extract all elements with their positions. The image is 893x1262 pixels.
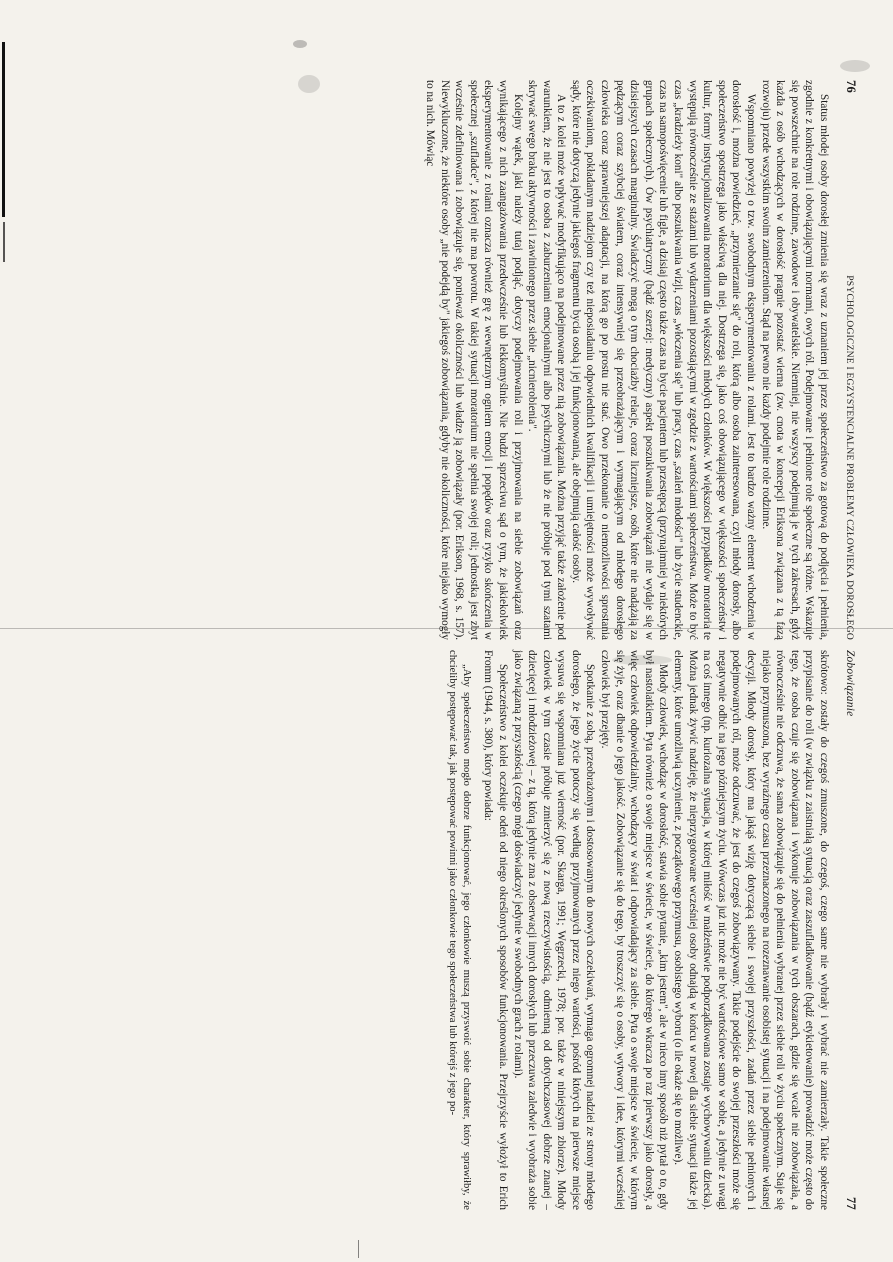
paragraph: skrótowo: zostały do czegoś zmuszone, do czegoś, czego same nie wybrały i wybrać nie zamierzały. Takie społeczne przypisanie do roli (w związku z zaistniałą sytuacją oraz zaszufladkowanie (bądź etykietowanie) prowadzić może często do tego, że osoba czuje się zobowiązana i wykonuje zobowiązania w tych obszarach, gdzie się wcale nie zobowiązała, a równocześnie nie odczuwa, że sama zobowiązuje się do pełnienia wybranej przez siebie roli w życiu społecznym. Staje się niejako przymuszona, bez wyraźnego czasu przeznaczonego na rozeznawanie osobistej sytuacji i na podejmowanie własnej decyzji. Młody dorosły, który ma jakąś wizję dotyczącą siebie i swojej przyszłości, zadań przez siebie pełnionych i podejmowanych ról, może odczuwać, że jest do czegoś zobowiązywany. Takie podejście do swojej przeszłości może się negatywnie odbić na jego późniejszym życiu. Wówczas już nic może nie być wartościowe samo w sobie, a jedynie z uwagi na coś innego (np. kuriozalna sytuacja, w której miłość w małżeństwie podporządkowana zostaje wychowywaniu dziecka). Można jednak żywić nadzieję, że nieprzygotowane wcześniej osoby odnajdą w końcu w nowej dla siebie sytuacji także jej elementy, które umożliwią uczynienie, z początkowego przymusu, osobistego wyboru (o ile okaże się to możliwe). bbox=[672, 650, 830, 1210]
right-running-title: Zobowiązanie bbox=[844, 650, 856, 717]
scan-speck bbox=[840, 60, 870, 72]
left-running-head bbox=[843, 80, 858, 640]
left-running-title: PSYCHOLOGICZNE I EGZYSTENCJALNE PROBLEMY CZŁOWIEKA DOROSŁEGO bbox=[844, 275, 855, 640]
left-body-text bbox=[422, 80, 831, 640]
paragraph: Spotkanie z sobą, przeobrażonym i dostosowanym do nowych oczekiwań, wymaga ogromnej nadziei ze strony młodego dorosłego, że jego życie potoczy się według przyjmowanych przez niego wartości, pośród których na pierwsze miejsce wysuwa się wspomniana już wierność (por. Skarga, 1991; Węgrzecki, 1978; por. także w niniejszym zbiorze). Młody człowiek w tym czasie próbuje zmierzyć się z nową rzeczywistością, odmienną od dotychczasowej dobrze znanej – dziecięcej i młodzieżowej – z tą, którą jedynie zna z obserwacji innych dorosłych lub przeczuwa zaledwie i wyobraża sobie jako związaną z przyszłością (czego mógł doświadczyć jedynie w swobodnych grach z rolami). bbox=[511, 650, 597, 1210]
block-quote: „Aby społeczeństwo mogło dobrze funkcjonować, jego członkowie muszą przyswoić sobie charakter, który sprawiłby, że chcieliby postępować tak, jak postępować powinni jako członkowie tego społeczeństwa lub którejś z jego po- bbox=[446, 650, 472, 1210]
paragraph: Młody człowiek, wchodząc w dorosłość, stawia sobie pytanie, „kim jestem", ale w nieco inny sposób niż pytał o to, gdy był nastolatkiem. Pyta również o swoje miejsce w świecie, w świecie, do którego wkracza po raz pierwszy jako dorosły, a więc człowiek odpowiedzialny, wchodzący w świat i odpowiadający za siebie. Pyta o swoje miejsce w świecie, w którym się żyje, oraz dbanie o jego jakość. Zobowiązanie się do tego, by troszczyć się o osoby, wytwory i idee, którymi wcześniej człowiek był przejęty. bbox=[599, 650, 670, 1210]
scan-speck bbox=[293, 40, 307, 48]
left-page bbox=[98, 80, 858, 640]
paragraph: Społeczeństwo z kolei oczekuje odeń od niego określonych sposobów funkcjonowania. Przejrzyście wyłożył to Erich Fromm (1944, s. 380), który powiada: bbox=[482, 650, 509, 1210]
paragraph: Wspomniano powyżej o tzw. swobodnym eksperymentowaniu z rolami. Jest to bardzo ważny element wchodzenia w dorosłość i, można powiedzieć, „przymierzanie się" do roli, którą albo osoba zainteresowana, czyli młody dorosły, albo społeczeństwo spostrzega jako właściwą dla niej. Dostrzega się, jako coś obowiązującego w większości społeczeństw i kultur, formy instytucjonalizowania moratorium dla większości młodych członków. W większości przypadków moratoria te występują równocześnie ze stażami lub wydarzeniami pozostającymi w zgodzie z wartościami społeczeństwa. Może to być czas „kradzieży koni" albo poszukiwania wizji, czas „włóczenia się" lub pracy, czas „szaleń młodości" lub życie studenckie, czas na samopoświęcenie lub figle, a dzisiaj często także czas na bycie pacjentem lub przestępcą (przynajmniej w niektórych grupach społecznych). Ów psychiatryczny (bądź szerzej: medyczny) aspekt poszukiwania zobowiązań nie wydaje się w dzisiejszych czasach marginalny. Świadczyć mogą o tym chociażby relacje, coraz liczniejsze, osób, które nie nadążają za pędzącym coraz szybciej światem, coraz intensywniej się przeobrażającym i wymagającym od młodego dorosłego człowieka coraz sprawniejszej adaptacji, na którą go po prostu nie stać. Owo przekonanie o niemożliwości sprostania oczekiwaniom, pokładanym nadziejom czy też nieposiadaniu odpowiednich kwalifikacji i umiejętności może wywoływać sądy, które nie dotyczą jedynie jakiegoś fragmentu bycia osobą i jej funkcjonowania, ale obejmują całość osoby. bbox=[569, 80, 758, 640]
bottom-edge-mark bbox=[358, 1240, 359, 1258]
paragraph: Status młodej osoby dorosłej zmienia się wraz z uznaniem jej przez społeczeństwo za gotową do podjęcia i pełnienia, zgodnie z konkretnymi i obowiązującymi normami, owych ról. Podejmowane i pełnione role społeczne są różne. Wskazuje się powszechnie na role rodzinne, zawodowe i obywatelskie. Niemniej, nie wszyscy podejmują je w tych zakresach, gdyż każda z osób wchodzących w dorosłość pragnie pozostać wierna (zw. cnota w koncepcji Eriksona związana z tą fazą rozwoju) przede wszystkim swoim zamierzeniom. Stąd na pewno nie każdy podejmie role rodzinne. bbox=[759, 80, 830, 640]
paragraph: Kolejny wątek, jaki należy tutaj podjąć, dotyczy podejmowania roli i przyjmowania na siebie zobowiązań oraz wynikającego z nich zaangażowania przedwcześnie lub lekkomyślnie. Nie budzi sprzeciwu sąd o tym, że jakiekolwiek eksperymentowanie z rolami oznacza również grę z wewnętrznym ogniem emocji i popędów oraz ryzyko skończenia w społecznej „szufladce", z której nie ma powrotu. W takiej sytuacji moratorium nie spełnia swojej roli; jednostka jest zbyt wcześnie zdefiniowana i zobowiązuje się, ponieważ okoliczności lub władze ją zobowiązały (por. Erikson, 1968, s. 157). Niewykluczone, że niektóre osoby „nie podejdą by" jakiegoś zobowiązania, gdyby nie okoliczności, które niejako wymogły to na nich. Mówiąc bbox=[423, 80, 524, 640]
right-body-text bbox=[445, 650, 831, 1210]
right-running-head bbox=[843, 650, 858, 1210]
paragraph: A to z kolei może wpływać modyfikująco na podejmowane przez nią zobowiązania. Można przyjąć także założenie pod warunkiem, że nie jest to osoba z zaburzeniami emocjonalnymi albo psychicznymi lub że nie próbuje pod tymi szatami skrywać swego braku aktywności i zawinionego przez siebie „nicnierobienia". bbox=[526, 80, 568, 640]
right-page-number: 77 bbox=[844, 1197, 858, 1210]
left-page-number: 76 bbox=[844, 80, 858, 93]
right-page bbox=[98, 650, 858, 1210]
binding-edge-mark bbox=[2, 42, 5, 217]
binding-edge-mark bbox=[3, 222, 5, 262]
